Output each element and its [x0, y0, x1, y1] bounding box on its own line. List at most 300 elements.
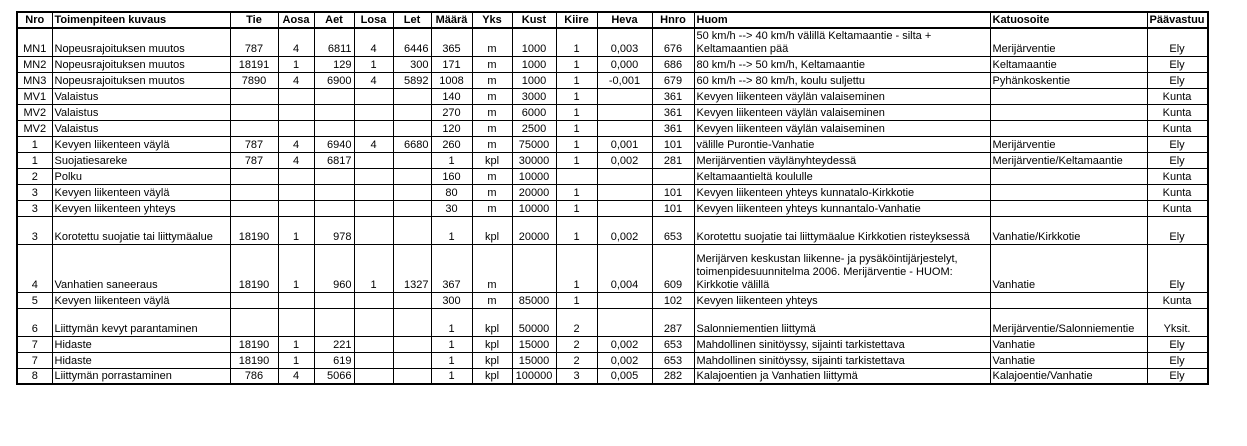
cell-tie: 18190 [230, 336, 278, 352]
cell-hnro: 101 [652, 184, 694, 200]
cell-losa [354, 200, 393, 216]
cell-kiire: 1 [556, 184, 597, 200]
cell-nro: 1 [17, 136, 52, 152]
header-let: Let [393, 12, 431, 28]
cell-katuosoite: Vanhatie/Kirkkotie [990, 216, 1147, 244]
cell-let [393, 168, 431, 184]
cell-toimenpiteen-kuvaus: Kevyen liikenteen yhteys [52, 200, 230, 216]
cell-let [393, 184, 431, 200]
cell-kiire: 1 [556, 120, 597, 136]
cell-yks: kpl [472, 152, 512, 168]
header-kiire: Kiire [556, 12, 597, 28]
cell-aosa: 1 [278, 244, 314, 292]
cell-paavastuu: Ely [1147, 244, 1208, 292]
cell-aosa: 4 [278, 28, 314, 56]
cell-let [393, 308, 431, 336]
cell-paavastuu: Kunta [1147, 200, 1208, 216]
cell-yks: m [472, 28, 512, 56]
cell-aet [314, 184, 354, 200]
cell-aosa: 1 [278, 56, 314, 72]
cell-kiire: 2 [556, 352, 597, 368]
cell-aosa [278, 292, 314, 308]
cell-paavastuu: Ely [1147, 336, 1208, 352]
table-row [17, 200, 1208, 216]
cell-toimenpiteen-kuvaus: Vanhatien saneeraus [52, 244, 230, 292]
cell-aet: 129 [314, 56, 354, 72]
cell-huom: 80 km/h --> 50 km/h, Keltamaantie [694, 56, 990, 72]
cell-tie [230, 168, 278, 184]
cell-katuosoite [990, 184, 1147, 200]
cell-tie: 18190 [230, 352, 278, 368]
table-row [17, 352, 1208, 368]
cell-katuosoite [990, 292, 1147, 308]
cell-huom: Kevyen liikenteen väylän valaiseminen [694, 120, 990, 136]
cell-heva: 0,000 [597, 56, 652, 72]
cell-tie: 787 [230, 28, 278, 56]
cell-yks: kpl [472, 368, 512, 384]
cell-toimenpiteen-kuvaus: Polku [52, 168, 230, 184]
cell-yks: m [472, 104, 512, 120]
cell-nro: MV2 [17, 120, 52, 136]
cell-aet [314, 88, 354, 104]
cell-let [393, 336, 431, 352]
cell-heva [597, 200, 652, 216]
cell-tie: 787 [230, 136, 278, 152]
cell-katuosoite [990, 104, 1147, 120]
cell-katuosoite: Merijärventie/Salonniementie [990, 308, 1147, 336]
cell-katuosoite: Kalajoentie/Vanhatie [990, 368, 1147, 384]
cell-losa [354, 308, 393, 336]
cell-let [393, 104, 431, 120]
cell-aosa [278, 200, 314, 216]
cell-losa: 4 [354, 28, 393, 56]
cell-paavastuu: Ely [1147, 56, 1208, 72]
cell-let: 6446 [393, 28, 431, 56]
cell-hnro: 361 [652, 104, 694, 120]
cell-toimenpiteen-kuvaus: Nopeusrajoituksen muutos [52, 28, 230, 56]
cell-maara: 1 [431, 352, 472, 368]
cell-aosa [278, 168, 314, 184]
cell-huom: 60 km/h --> 80 km/h, koulu suljettu [694, 72, 990, 88]
cell-losa [354, 216, 393, 244]
measures-table [16, 11, 1209, 385]
cell-kiire: 1 [556, 200, 597, 216]
cell-huom: Merijärven keskustan liikenne- ja pysäköintijärjestelyt, toimenpidesuunnitelma 2006. Merijärventie - HUOM: Kirkkotie välillä [694, 244, 990, 292]
cell-kust: 1000 [512, 28, 556, 56]
cell-losa [354, 152, 393, 168]
cell-huom: Mahdollinen sinitöyssy, sijainti tarkistettava [694, 336, 990, 352]
cell-huom: Kevyen liikenteen yhteys kunnantalo-Vanhatie [694, 200, 990, 216]
cell-paavastuu: Kunta [1147, 168, 1208, 184]
cell-kust: 15000 [512, 352, 556, 368]
cell-maara: 367 [431, 244, 472, 292]
cell-maara: 365 [431, 28, 472, 56]
header-paavastuu: Päävastuu [1147, 12, 1208, 28]
cell-maara: 1 [431, 308, 472, 336]
cell-hnro: 653 [652, 336, 694, 352]
header-aosa: Aosa [278, 12, 314, 28]
cell-maara: 30 [431, 200, 472, 216]
cell-katuosoite: Pyhänkoskentie [990, 72, 1147, 88]
cell-paavastuu: Ely [1147, 28, 1208, 56]
cell-huom: Keltamaantieltä koululle [694, 168, 990, 184]
cell-yks: kpl [472, 308, 512, 336]
table-row [17, 152, 1208, 168]
cell-nro: 7 [17, 336, 52, 352]
cell-maara: 1 [431, 216, 472, 244]
cell-hnro: 282 [652, 368, 694, 384]
cell-toimenpiteen-kuvaus: Valaistus [52, 120, 230, 136]
cell-kust: 10000 [512, 200, 556, 216]
cell-paavastuu: Ely [1147, 152, 1208, 168]
cell-hnro: 361 [652, 120, 694, 136]
cell-heva: 0,005 [597, 368, 652, 384]
cell-huom: Merijärventien väylänyhteydessä [694, 152, 990, 168]
table-row [17, 368, 1208, 384]
cell-losa: 1 [354, 244, 393, 292]
cell-heva [597, 168, 652, 184]
cell-aet: 960 [314, 244, 354, 292]
cell-kust: 85000 [512, 292, 556, 308]
cell-kiire: 1 [556, 88, 597, 104]
cell-kiire: 1 [556, 56, 597, 72]
cell-aosa: 4 [278, 72, 314, 88]
cell-hnro: 361 [652, 88, 694, 104]
cell-let: 300 [393, 56, 431, 72]
cell-aosa: 1 [278, 216, 314, 244]
cell-losa [354, 352, 393, 368]
cell-maara: 80 [431, 184, 472, 200]
cell-maara: 140 [431, 88, 472, 104]
cell-hnro: 101 [652, 200, 694, 216]
cell-aosa [278, 88, 314, 104]
cell-toimenpiteen-kuvaus: Kevyen liikenteen väylä [52, 292, 230, 308]
cell-kust: 100000 [512, 368, 556, 384]
cell-toimenpiteen-kuvaus: Nopeusrajoituksen muutos [52, 72, 230, 88]
cell-katuosoite [990, 88, 1147, 104]
cell-paavastuu: Ely [1147, 136, 1208, 152]
cell-nro: MV1 [17, 88, 52, 104]
header-heva: Heva [597, 12, 652, 28]
cell-hnro: 676 [652, 28, 694, 56]
cell-toimenpiteen-kuvaus: Kevyen liikenteen väylä [52, 184, 230, 200]
cell-nro: MN1 [17, 28, 52, 56]
cell-losa [354, 292, 393, 308]
cell-paavastuu: Kunta [1147, 120, 1208, 136]
cell-yks: m [472, 72, 512, 88]
cell-losa: 1 [354, 56, 393, 72]
cell-maara: 171 [431, 56, 472, 72]
cell-heva: 0,002 [597, 336, 652, 352]
table-row [17, 292, 1208, 308]
cell-heva [597, 88, 652, 104]
cell-kiire: 1 [556, 104, 597, 120]
cell-paavastuu: Kunta [1147, 292, 1208, 308]
cell-losa [354, 168, 393, 184]
cell-huom: Kevyen liikenteen väylän valaiseminen [694, 88, 990, 104]
table-row [17, 104, 1208, 120]
cell-kust: 10000 [512, 168, 556, 184]
cell-kiire: 2 [556, 336, 597, 352]
cell-yks: m [472, 200, 512, 216]
cell-kust: 1000 [512, 72, 556, 88]
cell-kust: 3000 [512, 88, 556, 104]
cell-nro: 3 [17, 200, 52, 216]
cell-aet [314, 308, 354, 336]
cell-let [393, 368, 431, 384]
cell-yks: m [472, 56, 512, 72]
cell-nro: 6 [17, 308, 52, 336]
cell-katuosoite: Vanhatie [990, 336, 1147, 352]
cell-tie: 18191 [230, 56, 278, 72]
cell-toimenpiteen-kuvaus: Kevyen liikenteen väylä [52, 136, 230, 152]
cell-paavastuu: Kunta [1147, 104, 1208, 120]
cell-huom: Kalajoentien ja Vanhatien liittymä [694, 368, 990, 384]
cell-let [393, 216, 431, 244]
cell-aet [314, 120, 354, 136]
cell-huom: Salonniementien liittymä [694, 308, 990, 336]
cell-toimenpiteen-kuvaus: Suojatiesareke [52, 152, 230, 168]
table-row [17, 336, 1208, 352]
cell-katuosoite: Merijärventie/Keltamaantie [990, 152, 1147, 168]
cell-nro: MV2 [17, 104, 52, 120]
cell-losa [354, 336, 393, 352]
table-row [17, 168, 1208, 184]
cell-kust: 2500 [512, 120, 556, 136]
cell-heva: 0,002 [597, 216, 652, 244]
cell-paavastuu: Ely [1147, 216, 1208, 244]
cell-maara: 1 [431, 368, 472, 384]
table-row [17, 216, 1208, 244]
cell-huom: välille Purontie-Vanhatie [694, 136, 990, 152]
cell-yks: m [472, 120, 512, 136]
cell-kust: 50000 [512, 308, 556, 336]
cell-kust [512, 244, 556, 292]
table-row [17, 244, 1208, 292]
cell-yks: m [472, 184, 512, 200]
cell-aet: 6940 [314, 136, 354, 152]
cell-aet: 6817 [314, 152, 354, 168]
cell-let [393, 292, 431, 308]
cell-toimenpiteen-kuvaus: Nopeusrajoituksen muutos [52, 56, 230, 72]
cell-aosa: 4 [278, 152, 314, 168]
cell-kust: 6000 [512, 104, 556, 120]
table-row [17, 120, 1208, 136]
cell-maara: 1008 [431, 72, 472, 88]
cell-nro: 1 [17, 152, 52, 168]
header-losa: Losa [354, 12, 393, 28]
cell-kiire: 1 [556, 28, 597, 56]
header-nro: Nro [17, 12, 52, 28]
cell-aet [314, 200, 354, 216]
cell-kiire: 1 [556, 72, 597, 88]
cell-hnro: 653 [652, 352, 694, 368]
cell-yks: m [472, 244, 512, 292]
table-row [17, 136, 1208, 152]
cell-losa: 4 [354, 72, 393, 88]
cell-heva: 0,001 [597, 136, 652, 152]
cell-paavastuu: Ely [1147, 352, 1208, 368]
cell-yks: kpl [472, 216, 512, 244]
header-toimenpiteen-kuvaus: Toimenpiteen kuvaus [52, 12, 230, 28]
cell-kiire: 1 [556, 244, 597, 292]
cell-yks: kpl [472, 336, 512, 352]
cell-maara: 260 [431, 136, 472, 152]
cell-aosa: 1 [278, 352, 314, 368]
cell-kust: 1000 [512, 56, 556, 72]
table-body [17, 28, 1208, 384]
cell-katuosoite [990, 120, 1147, 136]
cell-yks: m [472, 168, 512, 184]
cell-aet [314, 292, 354, 308]
header-yks: Yks [472, 12, 512, 28]
cell-kiire: 1 [556, 152, 597, 168]
cell-toimenpiteen-kuvaus: Hidaste [52, 336, 230, 352]
table-row [17, 184, 1208, 200]
cell-losa [354, 184, 393, 200]
cell-aet: 978 [314, 216, 354, 244]
cell-heva: 0,002 [597, 352, 652, 368]
cell-let [393, 200, 431, 216]
cell-let: 1327 [393, 244, 431, 292]
cell-tie [230, 292, 278, 308]
cell-toimenpiteen-kuvaus: Valaistus [52, 104, 230, 120]
cell-katuosoite: Merijärventie [990, 136, 1147, 152]
header-tie: Tie [230, 12, 278, 28]
cell-kiire: 1 [556, 136, 597, 152]
cell-toimenpiteen-kuvaus: Hidaste [52, 352, 230, 368]
cell-katuosoite [990, 200, 1147, 216]
table-row [17, 28, 1208, 56]
cell-nro: 7 [17, 352, 52, 368]
cell-hnro: 609 [652, 244, 694, 292]
cell-hnro: 686 [652, 56, 694, 72]
cell-aet: 6900 [314, 72, 354, 88]
cell-aet: 6811 [314, 28, 354, 56]
cell-aet: 5066 [314, 368, 354, 384]
cell-maara: 300 [431, 292, 472, 308]
cell-paavastuu: Ely [1147, 72, 1208, 88]
cell-tie [230, 120, 278, 136]
cell-kust: 75000 [512, 136, 556, 152]
header-kust: Kust [512, 12, 556, 28]
cell-maara: 270 [431, 104, 472, 120]
header-maara: Määrä [431, 12, 472, 28]
cell-losa [354, 368, 393, 384]
cell-tie: 786 [230, 368, 278, 384]
cell-nro: 5 [17, 292, 52, 308]
cell-kust: 15000 [512, 336, 556, 352]
cell-tie: 7890 [230, 72, 278, 88]
header-aet: Aet [314, 12, 354, 28]
cell-losa: 4 [354, 136, 393, 152]
cell-aosa [278, 120, 314, 136]
header-huom: Huom [694, 12, 990, 28]
table-row [17, 56, 1208, 72]
cell-tie [230, 184, 278, 200]
cell-heva: 0,003 [597, 28, 652, 56]
cell-paavastuu: Ely [1147, 368, 1208, 384]
cell-losa [354, 88, 393, 104]
cell-katuosoite: Vanhatie [990, 352, 1147, 368]
cell-maara: 160 [431, 168, 472, 184]
cell-hnro: 102 [652, 292, 694, 308]
cell-losa [354, 120, 393, 136]
cell-paavastuu: Kunta [1147, 184, 1208, 200]
cell-huom: Kevyen liikenteen yhteys kunnatalo-Kirkkotie [694, 184, 990, 200]
cell-nro: 8 [17, 368, 52, 384]
cell-let [393, 88, 431, 104]
cell-tie [230, 308, 278, 336]
cell-maara: 1 [431, 152, 472, 168]
cell-hnro [652, 168, 694, 184]
cell-tie [230, 104, 278, 120]
cell-nro: 3 [17, 184, 52, 200]
cell-kust: 30000 [512, 152, 556, 168]
cell-tie: 18190 [230, 216, 278, 244]
cell-yks: m [472, 88, 512, 104]
cell-kiire: 1 [556, 216, 597, 244]
cell-aet [314, 104, 354, 120]
cell-heva [597, 184, 652, 200]
cell-yks: m [472, 136, 512, 152]
cell-maara: 120 [431, 120, 472, 136]
cell-heva: 0,002 [597, 152, 652, 168]
cell-let [393, 152, 431, 168]
cell-heva: -0,001 [597, 72, 652, 88]
cell-aosa: 4 [278, 136, 314, 152]
cell-huom: Kevyen liikenteen yhteys [694, 292, 990, 308]
cell-tie: 787 [230, 152, 278, 168]
cell-nro: MN3 [17, 72, 52, 88]
table-row [17, 72, 1208, 88]
table-row [17, 88, 1208, 104]
cell-heva [597, 104, 652, 120]
cell-kust: 20000 [512, 216, 556, 244]
cell-tie [230, 88, 278, 104]
cell-huom: Mahdollinen sinitöyssy, sijainti tarkistettava [694, 352, 990, 368]
cell-let [393, 352, 431, 368]
cell-kiire: 1 [556, 292, 597, 308]
cell-nro: 3 [17, 216, 52, 244]
header-row [17, 12, 1208, 28]
header-hnro: Hnro [652, 12, 694, 28]
cell-kiire: 3 [556, 368, 597, 384]
cell-nro: 2 [17, 168, 52, 184]
cell-katuosoite: Keltamaantie [990, 56, 1147, 72]
cell-toimenpiteen-kuvaus: Liittymän kevyt parantaminen [52, 308, 230, 336]
cell-hnro: 281 [652, 152, 694, 168]
cell-katuosoite: Vanhatie [990, 244, 1147, 292]
cell-huom: Kevyen liikenteen väylän valaiseminen [694, 104, 990, 120]
cell-aet: 619 [314, 352, 354, 368]
cell-huom: 50 km/h --> 40 km/h välillä Keltamaantie - silta + Keltamaantien pää [694, 28, 990, 56]
cell-hnro: 101 [652, 136, 694, 152]
cell-yks: kpl [472, 352, 512, 368]
cell-hnro: 679 [652, 72, 694, 88]
cell-aosa [278, 104, 314, 120]
cell-paavastuu: Yksit. [1147, 308, 1208, 336]
cell-heva [597, 292, 652, 308]
cell-katuosoite [990, 168, 1147, 184]
header-katuosoite: Katuosoite [990, 12, 1147, 28]
table-row [17, 308, 1208, 336]
cell-maara: 1 [431, 336, 472, 352]
cell-let: 5892 [393, 72, 431, 88]
cell-let: 6680 [393, 136, 431, 152]
cell-toimenpiteen-kuvaus: Korotettu suojatie tai liittymäalue [52, 216, 230, 244]
cell-yks: m [472, 292, 512, 308]
